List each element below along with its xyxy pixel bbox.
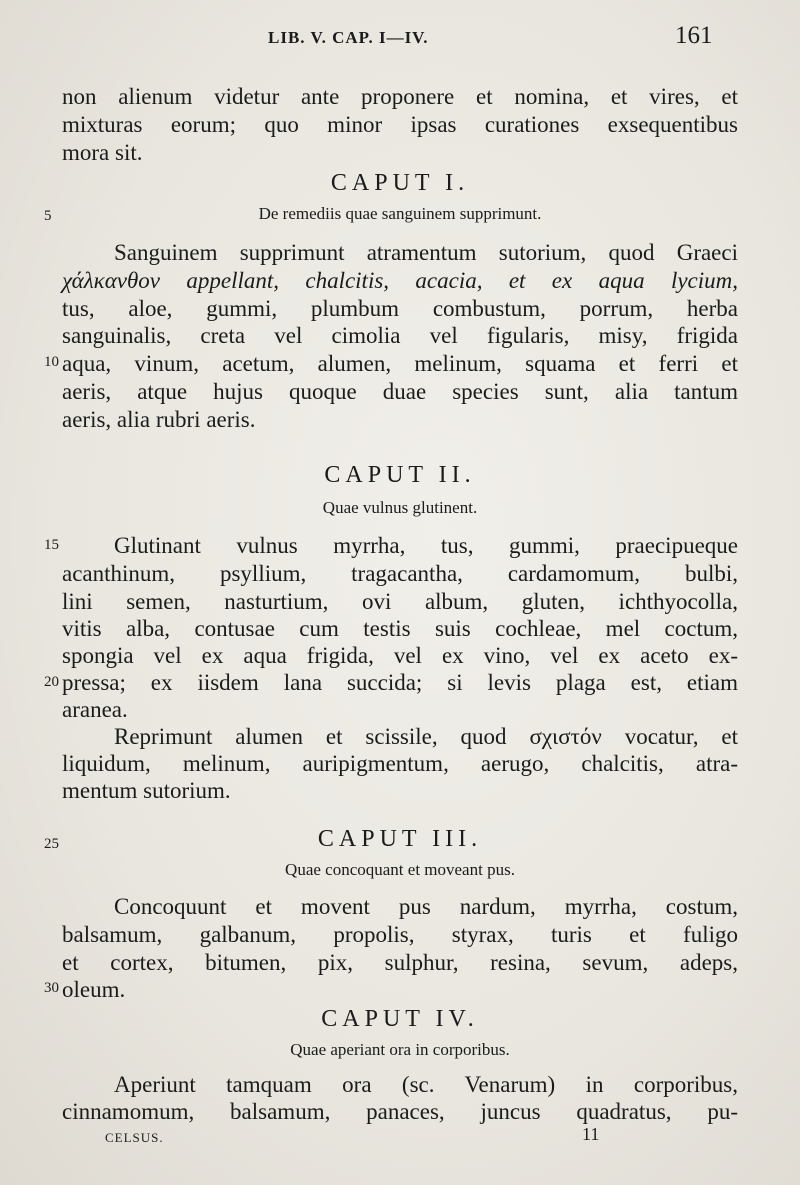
margin-line-number: 25 bbox=[44, 836, 59, 852]
chapter-3-title: CAPUT III. bbox=[317, 826, 483, 852]
chapter-4-title: CAPUT IV. bbox=[321, 1006, 479, 1032]
chapter-2-subtitle: Quae vulnus glutinent. bbox=[322, 498, 478, 517]
text-line: lini semen, nasturtium, ovi album, gluten, ichthyocolla, bbox=[62, 589, 738, 614]
text-line: acanthinum, psyllium, tragacantha, cardamomum, bulbi, bbox=[62, 561, 738, 586]
text-line: balsamum, galbanum, propolis, styrax, turis et fuligo bbox=[62, 922, 738, 947]
margin-line-number: 10 bbox=[44, 354, 59, 370]
text-line: non alienum videtur ante proponere et nomina, et vires, et bbox=[62, 84, 738, 109]
text-line: pressa; ex iisdem lana succida; si levis plaga est, etiam bbox=[62, 670, 738, 695]
text-line: vitis alba, contusae cum testis suis cochleae, mel coctum, bbox=[62, 616, 738, 641]
text-line: Concoquunt et movent pus nardum, myrrha, costum, bbox=[114, 894, 738, 919]
chapter-1-title: CAPUT I. bbox=[330, 170, 470, 196]
margin-line-number: 15 bbox=[44, 537, 59, 553]
text-line: mentum sutorium. bbox=[62, 778, 231, 803]
text-line: mixturas eorum; quo minor ipsas curationes exsequentibus bbox=[62, 112, 738, 137]
page-number: 161 bbox=[675, 22, 713, 49]
text-line: sanguinalis, creta vel cimolia vel figularis, misy, frigida bbox=[62, 323, 738, 348]
text-line: Sanguinem supprimunt atramentum sutorium, quod Graeci bbox=[114, 240, 738, 265]
chapter-1-subtitle: De remediis quae sanguinem supprimunt. bbox=[258, 204, 542, 223]
text-line: liquidum, melinum, auripigmentum, aerugo, chalcitis, atra- bbox=[62, 751, 738, 776]
margin-line-number: 30 bbox=[44, 980, 59, 996]
chapter-3-subtitle: Quae concoquant et moveant pus. bbox=[285, 860, 515, 879]
text-line: Aperiunt tamquam ora (sc. Venarum) in corporibus, bbox=[114, 1072, 738, 1097]
text-line: aqua, vinum, acetum, alumen, melinum, squama et ferri et bbox=[62, 351, 738, 376]
text-line: mora sit. bbox=[62, 140, 143, 165]
text-line: aeris, alia rubri aeris. bbox=[62, 407, 256, 432]
signature-mark-left: CELSUS. bbox=[105, 1130, 164, 1145]
signature-mark-right: 11 bbox=[582, 1124, 600, 1144]
text-line: cinnamomum, balsamum, panaces, juncus quadratus, pu- bbox=[62, 1099, 738, 1124]
text-line: tus, aloe, gummi, plumbum combustum, porrum, herba bbox=[62, 296, 738, 321]
text-line: spongia vel ex aqua frigida, vel ex vino, vel ex aceto ex- bbox=[62, 643, 738, 668]
text-line: χάλκανθον appellant, chalcitis, acacia, et ex aqua lycium, bbox=[62, 268, 738, 293]
text-line: et cortex, bitumen, pix, sulphur, resina, sevum, adeps, bbox=[62, 950, 738, 975]
margin-line-number: 5 bbox=[44, 208, 52, 224]
text-line: Glutinant vulnus myrrha, tus, gummi, praecipueque bbox=[114, 533, 738, 558]
text-line: aeris, atque hujus quoque duae species sunt, alia tantum bbox=[62, 379, 738, 404]
text-line: oleum. bbox=[62, 977, 126, 1002]
text-line: aranea. bbox=[62, 697, 128, 722]
running-title: LIB. V. CAP. I—IV. bbox=[268, 28, 429, 47]
chapter-2-title: CAPUT II. bbox=[324, 462, 476, 488]
text-line: Reprimunt alumen et scissile, quod σχιστόν vocatur, et bbox=[114, 724, 738, 749]
chapter-4-subtitle: Quae aperiant ora in corporibus. bbox=[290, 1040, 510, 1059]
margin-line-number: 20 bbox=[44, 674, 59, 690]
